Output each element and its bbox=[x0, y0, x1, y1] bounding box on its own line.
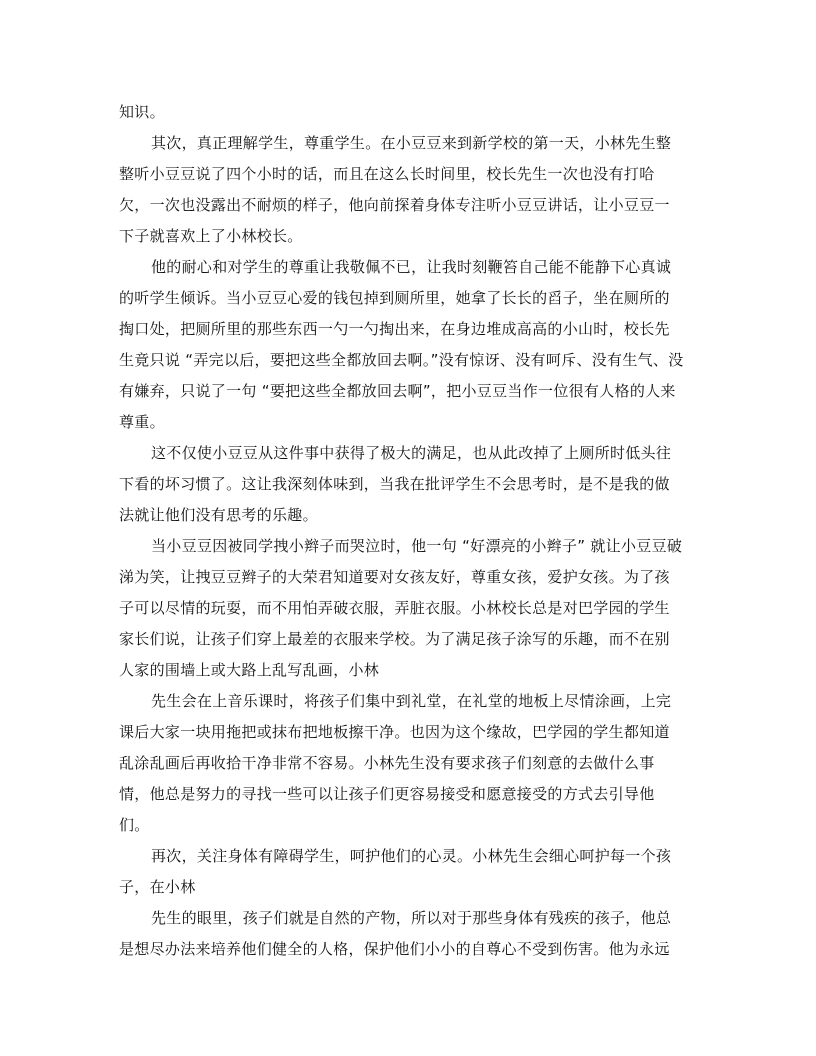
paragraph-6: 先生会在上音乐课时，将孩子们集中到礼堂，在礼堂的地板上尽情涂画，上完课后大家一块用拖把或抹布把地板擦干净。也因为这个缘故，巴学园的学生都知道乱涂乱画后再收拾干净非常不容易。小林先生没有要求孩子们刻意的去做什么事情，他总是努力的寻找一些可以让孩子们更容易接受和愿意接受的方式去引导他们。 bbox=[119, 692, 672, 834]
paragraph-4: 这不仅使小豆豆从这件事中获得了极大的满足，也从此改掉了上厕所时低头往下看的坏习惯了。这让我深刻体味到，当我在批评学生不会思考时，是不是我的做法就让他们没有思考的乐趣。 bbox=[119, 444, 672, 524]
paragraph-8: 先生的眼里，孩子们就是自然的产物，所以对于那些身体有残疾的孩子，他总是想尽办法来培养他们健全的人格，保护他们小小的自尊心不受到伤害。他为永远 bbox=[119, 909, 672, 958]
paragraph-1: 知识。 bbox=[119, 103, 165, 121]
paragraph-7: 再次，关注身体有障碍学生，呵护他们的心灵。小林先生会细心呵护每一个孩子，在小林 bbox=[119, 847, 672, 896]
paragraph-5: 当小豆豆因被同学拽小辫子而哭泣时，他一句 “好漂亮的小辫子” 就让小豆豆破涕为笑，让拽豆豆辫子的大荣君知道要对女孩友好，尊重女孩，爱护女孩。为了孩子可以尽情的玩耍，而不用怕弄破衣服，弄脏衣服。小林校长总是对巴学园的学生家长们说，让孩子们穿上最差的衣服来学校。为了满足孩子涂写的乐趣，而不在别人家的围墙上或大路上乱写乱画，小林 bbox=[119, 537, 683, 679]
paragraph-3: 他的耐心和对学生的尊重让我敬佩不已，让我时刻鞭笞自己能不能静下心真诚的听学生倾诉。当小豆豆心爱的钱包掉到厕所里，她拿了长长的舀子，坐在厕所的掏口处，把厕所里的那些东西一勺一勺掏出来，在身边堆成高高的小山时，校长先生竟只说 “弄完以后，要把这些全都放回去啊。”没有惊讶、没有呵斥、没有生气、没有嫌弃，只说了一句 “要把这些全都放回去啊”，把小豆豆当作一位很有人格的人来尊重。 bbox=[119, 258, 684, 431]
document-body bbox=[119, 97, 685, 965]
paragraph-2: 其次，真正理解学生，尊重学生。在小豆豆来到新学校的第一天，小林先生整整听小豆豆说了四个小时的话，而且在这么长时间里，校长先生一次也没有打哈欠，一次也没露出不耐烦的样子，他向前探着身体专注听小豆豆讲话，让小豆豆一下子就喜欢上了小林校长。 bbox=[119, 134, 672, 245]
